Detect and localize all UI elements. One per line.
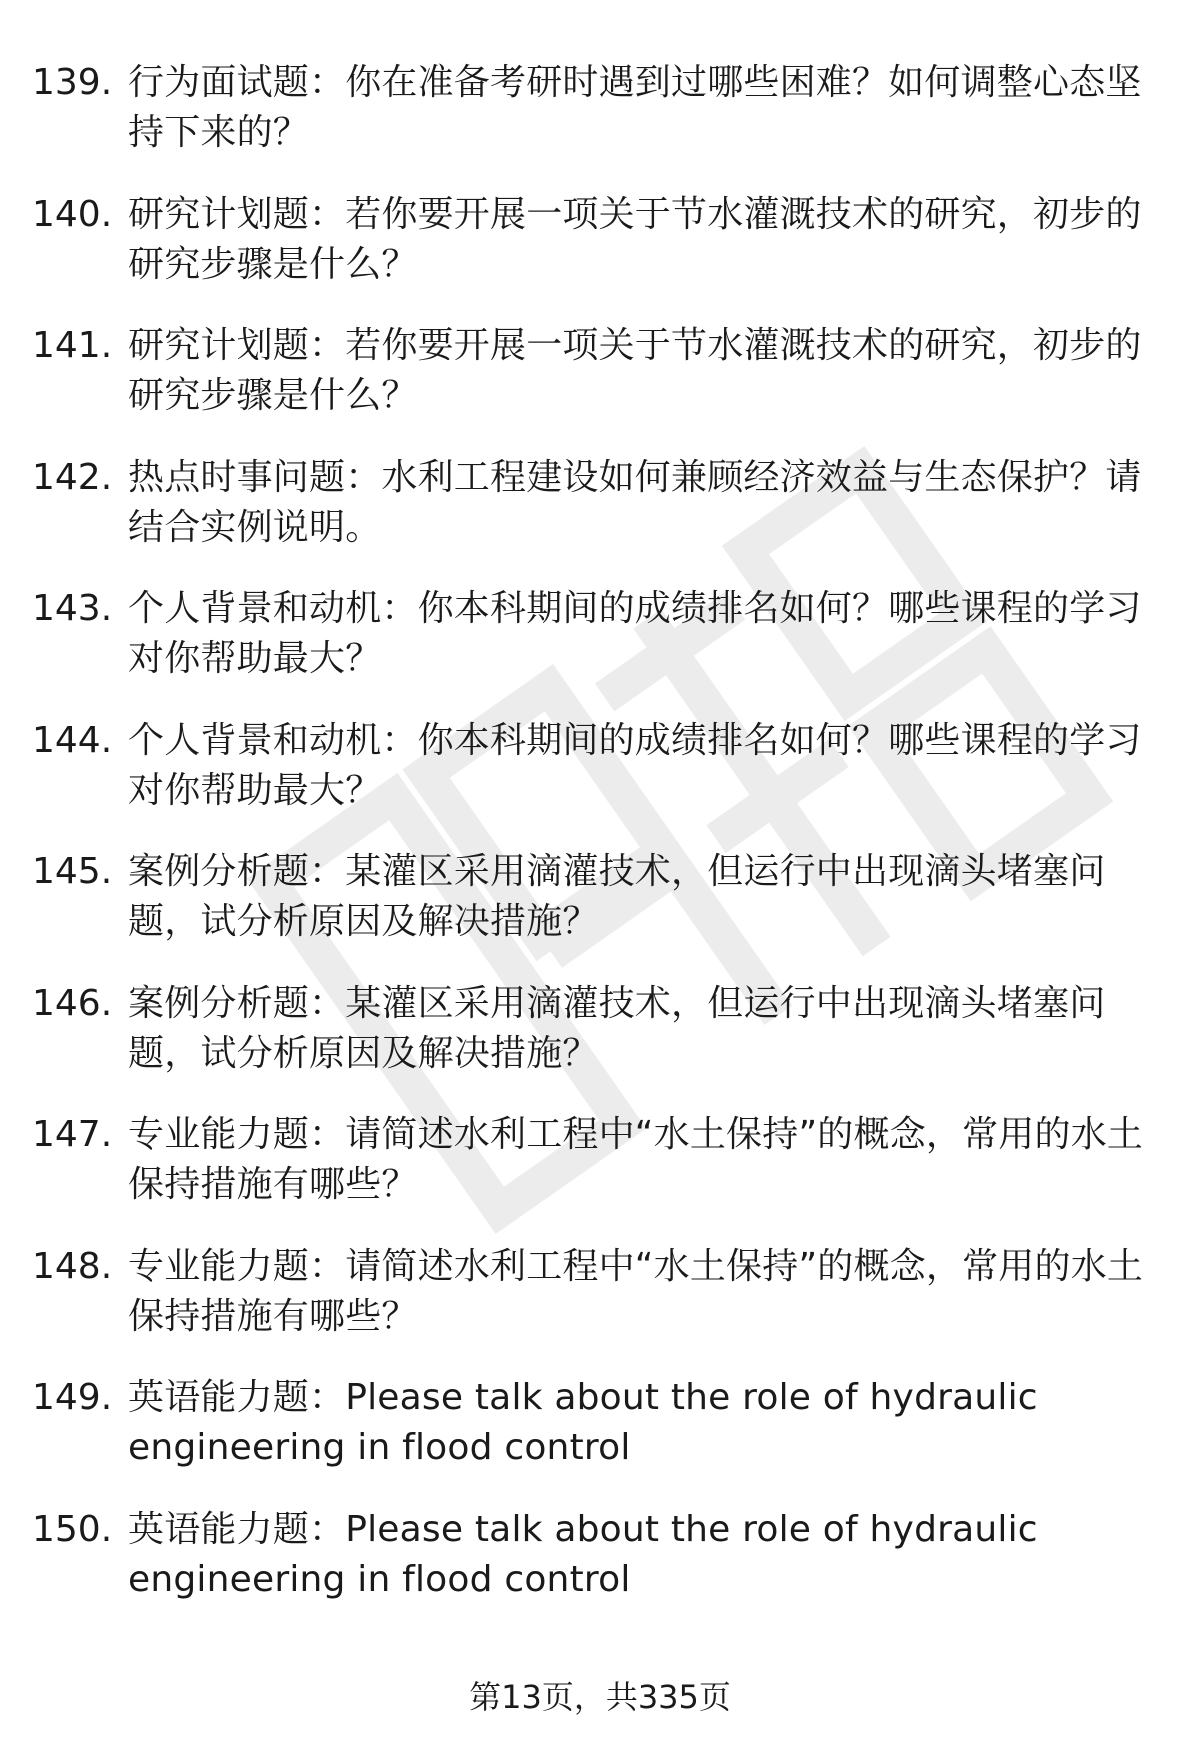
question-text: 个人背景和动机：你本科期间的成绩排名如何？哪些课程的学习对你帮助最大？: [128, 719, 1142, 811]
question-text: 专业能力题：请简述水利工程中“水土保持”的概念，常用的水土保持措施有哪些？: [128, 1245, 1144, 1337]
question-text: 行为面试题：你在准备考研时遇到过哪些困难？如何调整心态坚持下来的？: [128, 62, 1142, 153]
list-item: [32, 716, 1152, 848]
list-item: [32, 58, 1152, 190]
list-item: [32, 847, 1152, 979]
list-item: [32, 1373, 1152, 1505]
question-text: 热点时事问题：水利工程建设如何兼顾经济效益与生态保护？请结合实例说明。: [128, 456, 1142, 548]
question-number: 149.: [32, 1377, 113, 1418]
list-item: [32, 584, 1152, 716]
question-text: 研究计划题：若你要开展一项关于节水灌溉技术的研究，初步的研究步骤是什么？: [128, 325, 1142, 416]
list-item: [32, 1505, 1152, 1637]
question-number: 146.: [32, 982, 113, 1024]
question-number: 141.: [32, 325, 113, 366]
question-text: 案例分析题：某灌区采用滴灌技术，但运行中出现滴头堵塞问题，试分析原因及解决措施？: [128, 982, 1106, 1074]
question-number: 140.: [32, 193, 113, 235]
page-number-footer: 第13页，共335页: [469, 1678, 731, 1716]
list-item: [32, 1110, 1152, 1242]
list-item: [32, 979, 1152, 1111]
list-item: [32, 453, 1152, 585]
question-number: 150.: [32, 1508, 113, 1550]
question-number: 139.: [32, 62, 113, 103]
question-text: 专业能力题：请简述水利工程中“水土保持”的概念，常用的水土保持措施有哪些？: [128, 1114, 1144, 1205]
question-list: [32, 58, 1152, 1636]
list-item: [32, 321, 1152, 453]
question-number: 143.: [32, 588, 113, 629]
question-text: 个人背景和动机：你本科期间的成绩排名如何？哪些课程的学习对你帮助最大？: [128, 588, 1142, 679]
list-item: [32, 1242, 1152, 1374]
question-number: 145.: [32, 851, 113, 892]
question-number: 144.: [32, 719, 113, 761]
question-number: 148.: [32, 1245, 113, 1287]
question-number: 142.: [32, 456, 113, 498]
question-text: 研究计划题：若你要开展一项关于节水灌溉技术的研究，初步的研究步骤是什么？: [128, 193, 1142, 285]
question-text: 案例分析题：某灌区采用滴灌技术，但运行中出现滴头堵塞问题，试分析原因及解决措施？: [128, 851, 1106, 942]
question-number: 147.: [32, 1114, 113, 1155]
question-text: 英语能力题：Please talk about the role of hydraulic engineering in flood control: [128, 1377, 1038, 1468]
list-item: [32, 190, 1152, 322]
question-text: 英语能力题：Please talk about the role of hydraulic engineering in flood control: [128, 1508, 1038, 1600]
